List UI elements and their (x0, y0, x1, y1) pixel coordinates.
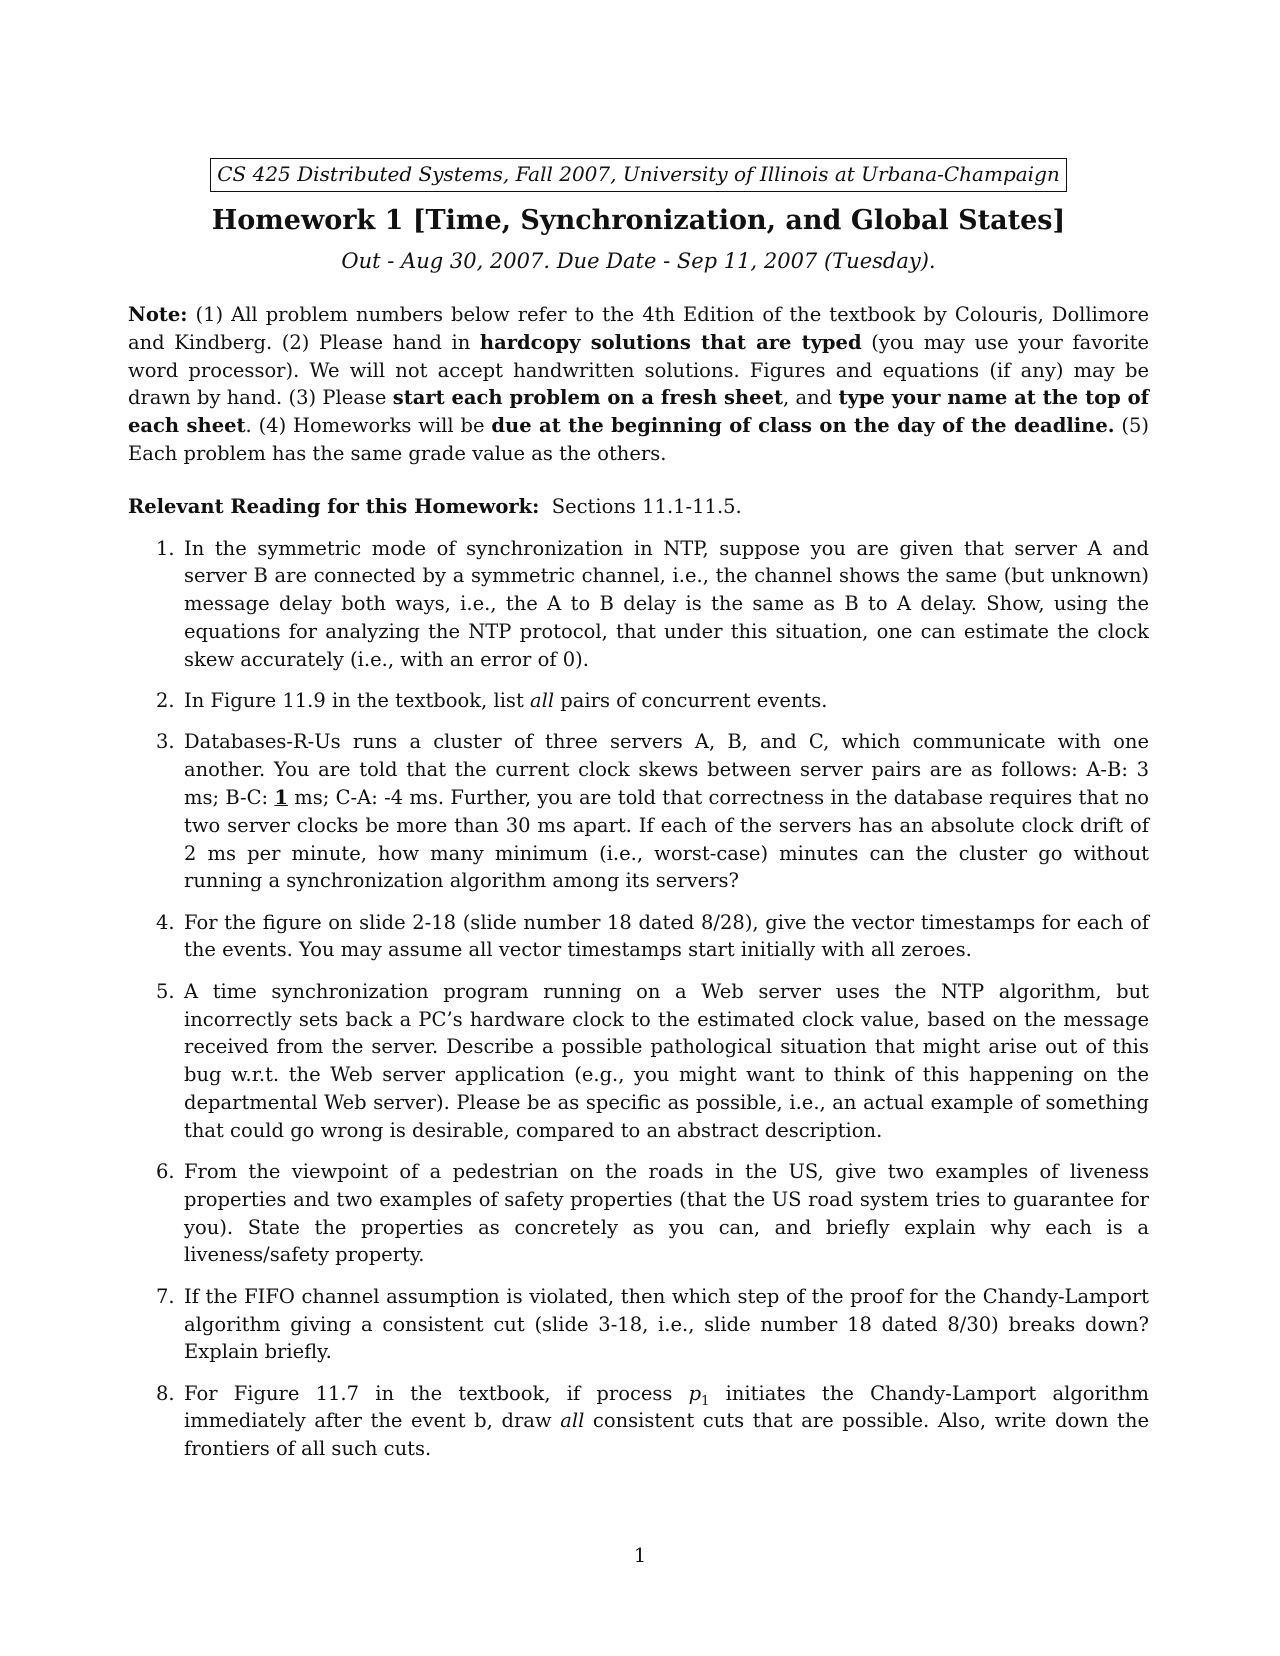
problem-1 (128, 535, 1149, 674)
problem-5 (128, 978, 1149, 1145)
problem-2 (128, 687, 1149, 715)
process-symbol: p (688, 1381, 702, 1405)
problem-text: Databases-R-Us runs a cluster of three servers A, B, and C, which communicate with one another. You are told that the current clock skews between server pairs are as follows: A-B: 3 ms; B-C: (184, 730, 1149, 809)
problem-number: 3. (156, 730, 175, 754)
problem-text: ms; C-A: -4 ms. Further, you are told that correctness in the database requires that no two server clocks be more than 30 ms apart. If each of the servers has an absolute clock drift of 2 ms per minute, how many minimum (i.e., worst-case) minutes can the cluster go without running a synchronization algorithm among its servers? (184, 785, 1149, 893)
reading-label: Relevant Reading for this Homework: (128, 494, 540, 518)
note-label: Note: (128, 303, 188, 326)
problem-number: 7. (156, 1284, 175, 1308)
problem-emphasis: all (560, 1409, 585, 1433)
reading-value: Sections 11.1-11.5. (551, 494, 742, 518)
problem-8 (128, 1380, 1149, 1463)
problem-text: For Figure 11.7 in the textbook, if process (184, 1381, 689, 1405)
problem-list (128, 535, 1149, 1463)
problem-number: 1. (156, 536, 175, 560)
problem-3 (128, 728, 1149, 895)
problem-text: For the figure on slide 2-18 (slide number 18 dated 8/28), give the vector timestamps for each of the events. You may assume all vector timestamps start initially with all zeroes. (184, 910, 1149, 962)
homework-page (128, 150, 1149, 1476)
problem-number: 2. (156, 689, 175, 713)
problem-text: In Figure 11.9 in the textbook, list (184, 689, 530, 713)
problem-text: If the FIFO channel assumption is violated, then which step of the proof for the Chandy-Lamport algorithm giving a consistent cut (slide 3-18, i.e., slide number 18 dated 8/30) breaks down? Explain briefly. (184, 1284, 1149, 1364)
page-number: 1 (633, 1544, 647, 1567)
note-text-4: . (4) Homeworks will be (245, 414, 492, 438)
problem-emphasis: all (529, 689, 555, 713)
problem-text: From the viewpoint of a pedestrian on the roads in the US, give two examples of liveness properties and two examples of safety properties (that the US road system tries to guarantee for you). State the properties as concretely as you can, and briefly explain why each is a liveness/safety property. (184, 1160, 1149, 1267)
course-box: CS 425 Distributed Systems, Fall 2007, University of Illinois at Urbana-Champaign (210, 158, 1067, 192)
underlined-value: 1 (274, 785, 288, 809)
note-text-3: , and (783, 386, 839, 410)
note-text-1: (1) All problem numbers below refer to the 4th Edition of the textbook by Colouris, Dollimore and Kindberg. (2) Please hand in (128, 303, 1149, 354)
problem-text: pairs of concurrent events. (554, 689, 828, 713)
problem-text: A time synchronization program running on a Web server uses the NTP algorithm, but incorrectly sets back a PC’s hardware clock to the estimated clock value, based on the message received from the server. Describe a possible pathological situation that might arise out of this bug w.r.t. the Web server application (e.g., you might want to think of this happening on the departmental Web server). Please be as specific as possible, i.e., an actual example of something that could go wrong is desirable, compared to an abstract description. (184, 979, 1149, 1142)
problem-text: In the symmetric mode of synchronization in NTP, suppose you are given that server A and server B are connected by a symmetric channel, i.e., the channel shows the same (but unknown) message delay both ways, i.e., the A to B delay is the same as B to A delay. Show, using the equations for analyzing the NTP protocol, that under this situation, one can estimate the clock skew accurately (i.e., with an error of 0). (184, 536, 1149, 671)
note-bold-3: type your name at the top of each sheet (128, 386, 1150, 438)
note-bold-4: due at the beginning of class on the day of the deadline. (491, 414, 1115, 438)
problem-number: 5. (156, 979, 175, 1003)
problem-text: initiates the Chandy-Lamport algorithm immediately after the event b, draw (184, 1381, 1149, 1433)
note-bold-1: hardcopy solutions that are typed (479, 330, 862, 354)
problem-number: 6. (156, 1160, 175, 1184)
problem-text: consistent cuts that are possible. Also, write down the frontiers of all such cuts. (184, 1409, 1149, 1461)
course-header (128, 158, 1149, 192)
due-dates: Out - Aug 30, 2007. Due Date - Sep 11, 2007 (Tuesday). (341, 249, 936, 273)
process-subscript: 1 (701, 1393, 710, 1409)
problem-7 (128, 1283, 1149, 1366)
note-text-5: (5) Each problem has the same grade value as the others. (128, 414, 1150, 465)
problem-4 (128, 909, 1149, 965)
page-title: Homework 1 [Time, Synchronization, and Global States] (211, 205, 1066, 236)
problem-number: 4. (156, 910, 175, 934)
problem-6 (128, 1158, 1149, 1269)
note-text-2: (you may use your favorite word processor). We will not accept handwritten solutions. Figures and equations (if any) may be drawn by hand. (3) Please (128, 330, 1149, 410)
problem-number: 8. (156, 1381, 175, 1405)
relevant-reading (128, 493, 1149, 521)
note-paragraph (128, 301, 1149, 468)
note-bold-2: start each problem on a fresh sheet (392, 386, 784, 410)
